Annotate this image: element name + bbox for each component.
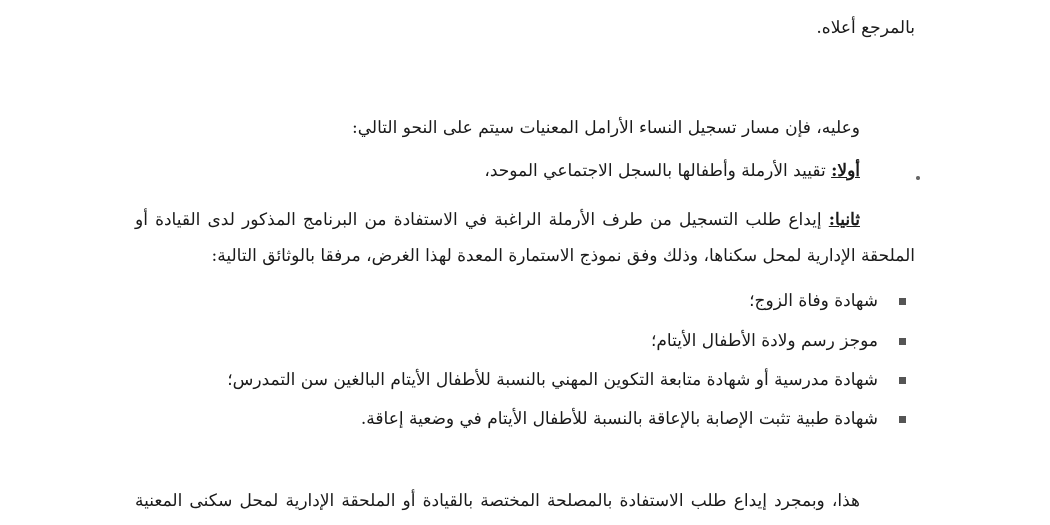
first-text: تقييد الأرملة وأطفالها بالسجل الاجتماعي الموحد، (484, 161, 832, 181)
paragraph-first (484, 161, 860, 181)
document-item (227, 370, 878, 390)
document-item-text: شهادة طبية تثبت الإصابة بالإعاقة بالنسبة للأطفال الأيتام في وضعية إعاقة. (360, 409, 878, 429)
document-item (749, 291, 878, 311)
document-item (651, 331, 878, 351)
document-item (361, 409, 878, 429)
scan-speck (916, 176, 920, 180)
paragraph-second-line2: الملحقة الإدارية لمحل سكناها، وذلك وفق نموذج الاستمارة المعدة لهذا الغرض، مرفقا بالوثائق التالية: (211, 246, 915, 266)
document-item-text: شهادة مدرسية أو شهادة متابعة التكوين المهني بالنسبة للأطفال الأيتام البالغين سن التمدرس؛ (227, 370, 878, 390)
square-bullet-icon (899, 377, 906, 384)
first-label: أولا: (831, 161, 860, 181)
second-label: ثانيا: (828, 210, 860, 230)
document-item-text: شهادة وفاة الزوج؛ (749, 291, 878, 311)
cut-off-line (910, 0, 915, 6)
document-item-text: موجز رسم ولادة الأطفال الأيتام؛ (650, 331, 878, 351)
second-text-line1: إيداع طلب التسجيل من طرف الأرملة الراغبة في الاستفادة من البرنامج المذكور لدى القيادة أو (135, 210, 829, 230)
square-bullet-icon (899, 338, 906, 345)
square-bullet-icon (899, 416, 906, 423)
paragraph-second-line1 (135, 210, 860, 230)
paragraph-top-fragment: بالمرجع أعلاه. (816, 18, 915, 38)
square-bullet-icon (899, 298, 906, 305)
paragraph-closing: هذا، وبمجرد إيداع طلب الاستفادة بالمصلحة المختصة بالقيادة أو الملحقة الإدارية لمحل سكنى المعنية (135, 491, 860, 511)
paragraph-intro: وعليه، فإن مسار تسجيل النساء الأرامل المعنيات سيتم على النحو التالي: (352, 118, 860, 138)
